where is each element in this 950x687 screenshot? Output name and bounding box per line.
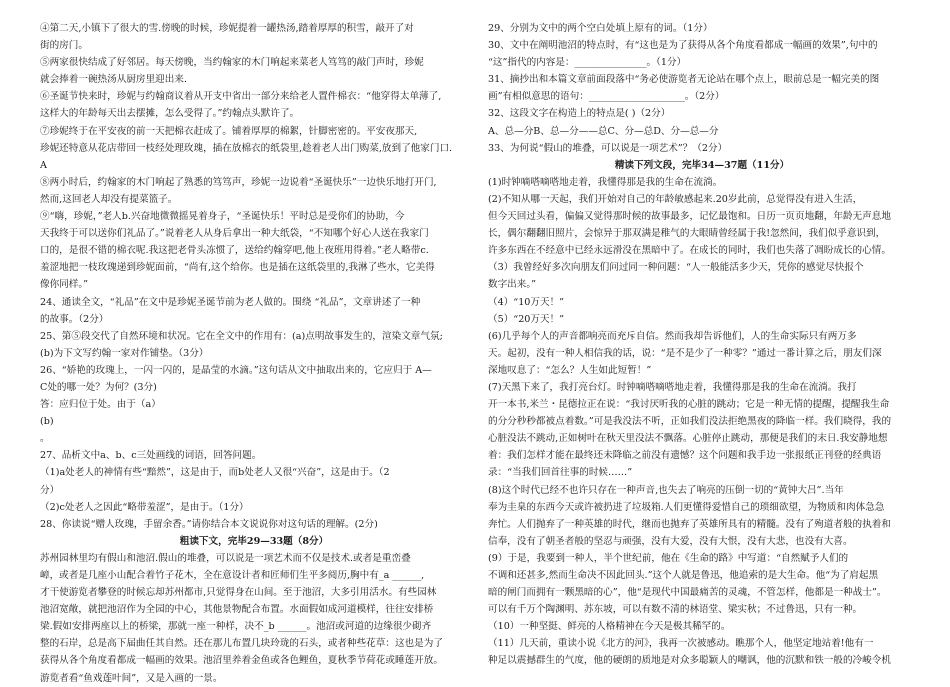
text-line: A、总—分B、总—分——总C、分—总D、分—总—分 [488,125,719,137]
text-line: 这样大的年龄每天出去摆摊，怎么受得了。”约翰点头默许了。 [40,108,300,120]
text-line: 心脏没法不跳动,正如树叶在秋天里没法不飘落。心脏停止跳动，那便是我们的末日.我安静地想 [488,433,888,445]
text-line: 24、通读全文，“礼品”在文中是珍妮圣诞节前为老人做的。围绕 “礼品”，文章讲述了一种 [40,296,421,308]
text-line: ⑧两小时后，约翰家的木门响起了熟悉的笃笃声，珍妮一边说着“圣诞快乐”一边快乐地打开门, [40,176,437,188]
text-line: 苏州园林里均有假山和池沼.假山的堆叠，可以说是一项艺术而不仅是技术.或者是重峦叠 [40,552,411,564]
left-column [40,20,468,687]
text-line: 33、为何说“假山的堆叠，可以说是一项艺术”？（2分） [488,142,728,154]
text-line: （3）我曾经好多次向朋友们问过同一种问题：“人一般能活多少天，凭你的感觉尽快报个 [488,262,864,274]
text-line: (7)天黑下来了，我打亮台灯。时钟嘀嗒嘀嗒地走着，我懂得那是我的生命在流淌。我打 [488,381,857,393]
text-line: 游览者看“鱼戏莲叶间”，又是入画的一景。 [40,672,223,684]
text-line: 街的房门。 [40,40,88,52]
text-line: 长，偶尔翻翻旧照片，会惊异于那双满是稚气的大眼睛曾经属于我!忽然间，我们似乎意识到， [488,228,886,240]
text-line: 29、分别为文中的两个空白处填上原有的词。（1分） [488,23,713,34]
text-line: 种足以震撼群生的气度，他的硬朗的质地是对众多聪颖人的嘲讽，他的沉默和铁一般的冷峻令机 [488,655,891,667]
text-line: （2)c处老人之因此“略带羞涩”，是由于。（1分） [40,501,249,513]
text-line: （11）几天前，重读小说《北方的河》，我再一次被感动。瞧那个人，他坚定地站着!他有一 [488,638,874,650]
text-line: A [40,159,47,171]
text-line: 奉为圭臬的东西今天或许被扔进了垃圾箱.人们更懂得爱惜自己的琐细欲望，为物质和肉体急急 [488,501,885,513]
text-line: 然而,这回老人却没有提菜篮子。 [40,193,178,205]
section-heading: 粗读下文，完毕29—33题（8分） [179,535,329,547]
text-line: 28、你读说“赠人玫瑰，手留余香。”请你结合本文说说你对这句话的理解。(2分) [40,518,378,530]
text-line: 口的，是很不错的棉衣呢.我这把老骨头冻惯了，送给约翰穿吧,他上夜班用得着。”老人略带c. [40,245,429,257]
text-line: (2)不知从哪一天起，我们开始对自己的年龄敏感起来.20岁此前，总觉得没有进入生活， [488,193,863,205]
text-line: 获得从各个角度看都成一幅画的效果。池沼里养着金鱼或各色鲤鱼，夏秋季节荷花或睡莲开放。 [40,655,443,667]
text-line: 信奉，没有了朝圣者般的坚忍与顽强，没有大爱，没有大恨，没有大悲，也没有大喜。 [488,535,853,547]
text-line: 26、“娇艳的玫瑰上，一闪一闪的，是晶莹的水滴。”这句话从文中抽取出来的，它应归于 A— [40,364,432,376]
text-line: 像你同样。” [40,279,89,291]
text-line: 27、品析文中a、b、c三处画线的词语，回答问题。 [40,450,262,462]
right-column [488,20,916,670]
text-line: 但今天回过头看，偏偏又觉得那时候的故事最多，记忆最饱和。日历一页页地翻，年龄无声息地 [488,211,891,223]
text-line: 。 [40,433,50,445]
text-line: C处的哪一处？为何？(3分) [40,381,157,393]
text-line: 珍妮还特意从花店带回一枝经处理玫瑰，插在放棉衣的纸袋里,趁着老人出门购菜,放到了他家门口. [40,142,453,154]
text-line: 池沼宽敞，就把池沼作为全园的中心，其他景物配合布置。水面假如成河道模样，往往安排桥 [40,604,434,616]
text-line: 31、摘抄出和本篇文章前面段落中“务必使游览者无论站在哪个点上，眼前总是一幅完美的图 [488,74,880,86]
text-line: 着：我们怎样才能在最终还未降临之前没有遗憾？这个问题和我手边一张报纸正刊登的经典语 [488,450,882,462]
text-line: 天我终于可以送你们礼品了。”说着老人从身后拿出一种大纸袋，“不知哪个好心人送在我家门 [40,228,429,240]
text-line: “这”指代的内容是：_______________。（1分） [488,57,687,69]
text-line: 整的石岸，总是高下届曲任其自然。还在那儿布置几块玲珑的石头，或者种些花草：这也是为了 [40,638,443,650]
text-line: ⑦珍妮终于在平安夜的前一天把棉衣赶成了。铺着厚厚的棉絮，针脚密密的。平安夜那天, [40,125,418,137]
text-line: 开一本书,米兰・昆德拉正在说：“我讨厌听我的心脏的跳动；它是一种无情的提醒，提醒我生命 [488,399,890,411]
text-line: (6)几乎每个人的声音都响亮而充斥自信。然而我却告诉他们，人的生命实际只有两万多 [488,330,857,342]
text-line: (9）于是，我要到一种人，半个世纪前，他在《生命的路》中写道：“自然赋予人们的 [488,552,849,564]
text-line: 梁.假如安排两座以上的桥梁，那就一座一种样，决不_b ______。池沼或河道的边缘很少砌齐 [40,621,432,633]
text-line: 才干使游览者攀登的时候忘却苏州都市,只觉得身在山间。至于池沼，大多引用活水。有些园林 [40,587,437,599]
text-line: (1)时钟嘀嗒嘀嗒地走着，我懂得那是我的生命在流淌。 [488,176,723,188]
text-line: （4）“10万天！” [488,296,565,308]
text-line: ⑥圣诞节快来时，珍妮与约翰商议着从开支中省出一部分来给老人置件棉衣：“他穿得太单薄了, [40,91,442,103]
text-line: (b)为下文写约翰一家对作铺垫。（3分） [40,347,209,359]
text-line: (8)这个时代已经不也许只存在一种声音,也失去了响亮的压倒一切的“黄钟大吕”.当年 [488,484,844,496]
text-line: 25、第⑤段交代了自然环境和状况。它在全文中的作用有：(a)点明故事发生的，渲染文章气氛; [40,330,443,342]
text-line: （1)a处老人的神情有些“黯然”，这是由于，而b处老人又很“兴奋”，这是由于。（2 [40,467,390,479]
text-line: 天。起初，没有一种人相信我的话，说：“是不是少了一种零？”通过一番计算之后，朋友们深 [488,347,882,359]
text-line: 30、文中在阐明池沼的特点时，有“这也是为了获得从各个角度看都成一幅画的效果”,句中的 [488,40,878,52]
section-heading: 精读下列文段，完毕34—37题（11分） [614,159,790,171]
text-line: 分） [40,484,60,496]
text-line: ⑨“嗨，珍妮，”老人b.兴奋地微微摇晃着身子，“圣诞快乐！平时总是受你们的协助，今 [40,211,405,223]
text-line: 就会捧着一碗热汤从厨房里迎出来. [40,74,187,86]
text-line: ⑤两家很快结成了好邻居。每天傍晚，当约翰家的木门响起来菜老人笃笃的敲门声时，珍妮 [40,57,424,69]
text-line: 画”有相似意思的语句：____________________。（2分） [488,91,725,103]
text-line: ④第二天,小镇下了很大的雪.傍晚的时候，珍妮提着一罐热汤,踏着厚厚的积雪，敲开了对 [40,23,414,34]
text-line: 32、这段文字在构造上的特点是( )（2分） [488,108,671,120]
text-line: （10）一种坚挺、鲜亮的人格精神在今天是极其稀罕的。 [488,621,731,633]
text-line: 深地叹息了：“怎么？人生如此短暂！” [488,364,652,376]
text-line: 数字出来。” [488,279,537,291]
text-line: 暗的闸门而拥有一颗黑暗的心”，他“是现代中国最痛苦的灵魂，不管怎样，他都是一种战士”。 [488,587,887,599]
text-line: （5）“20万天！” [488,313,565,325]
text-line: 可以有千万个陶渊明、苏东坡，可以有数不清的林语堂、梁实秋；不过鲁迅，只有一种。 [488,604,863,616]
text-line: 的故事。（2分） [40,313,109,325]
text-line: 奔忙。人们抛弃了一种英雄的时代，继而也抛弃了英雄所具有的精髓。没有了殉道者般的执着和 [488,518,891,530]
text-line: 嶂，或者是几座小山配合着竹子花木，全在意设计者和匠师们生平多阅历,胸中有_a ______, [40,570,425,581]
text-line: (b) [40,416,54,428]
text-line: 许多东西在不经意中已经永远滑没在黑暗中了。在成长的同时，我们也失落了凋盼成长的心情。 [488,245,891,257]
text-line: 录：“当我们回首往事的时候……” [488,467,633,479]
text-line: 的分分秒秒都被点着数。”可是我没法不听，正如我们没法拒绝黑夜的降临一样。我们晓得，我的 [488,416,892,428]
text-line: 不调和还甚多,然而生命决不因此回头.”这个人就是鲁迅，他追索的是大生命。他“为了肩起黑 [488,570,879,581]
text-line: 答：应归位于处。由于（a） [40,399,161,411]
text-line: 羞涩地把一枝玫瑰递到珍妮面前，“尚有,这个给你。也是插在这纸袋里的,我淋了些水，它美得 [40,262,435,274]
